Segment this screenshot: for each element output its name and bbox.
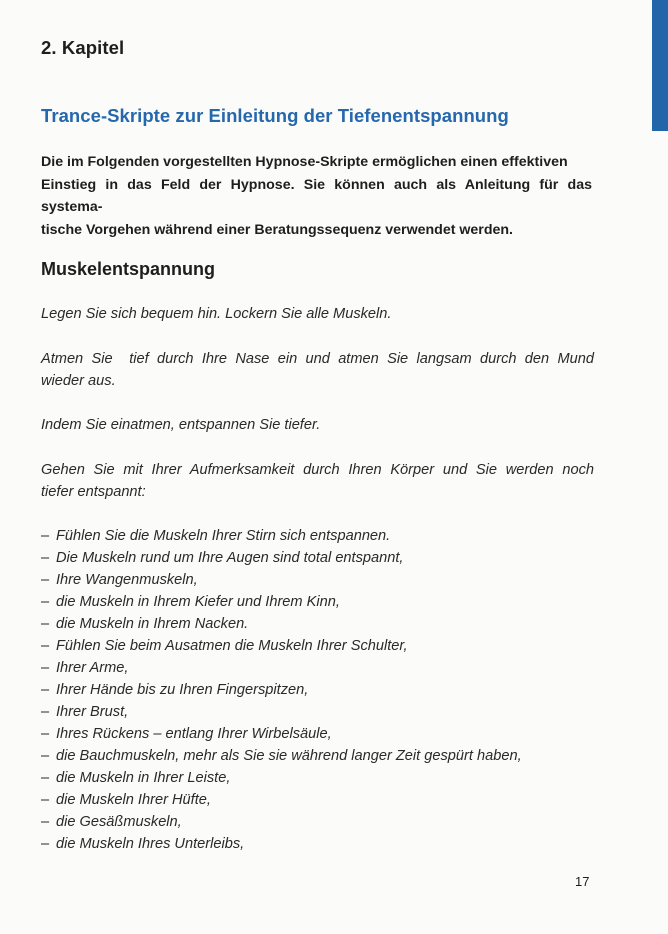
- dash-marker: –: [41, 726, 50, 742]
- dash-marker: –: [41, 682, 50, 698]
- list-item-text: Fühlen Sie die Muskeln Ihrer Stirn sich entspannen.: [56, 528, 391, 544]
- list-item-text: Ihrer Hände bis zu Ihren Fingerspitzen,: [56, 682, 309, 698]
- intro-paragraph: [41, 151, 592, 241]
- dash-marker: –: [41, 836, 50, 852]
- list-item: [41, 811, 522, 833]
- page-number: 17: [575, 874, 590, 889]
- list-item-text: die Muskeln in Ihrem Kiefer und Ihrem Kinn,: [56, 594, 340, 610]
- list-item: [41, 569, 522, 591]
- script-line: Atmen Sie tief durch Ihre Nase ein und atmen Sie langsam durch den Mund: [41, 351, 594, 367]
- intro-line: Die im Folgenden vorgestellten Hypnose-Skripte ermöglichen einen effektiven: [41, 154, 568, 170]
- intro-line: Einstieg in das Feld der Hypnose. Sie können auch als Anleitung für das systema-: [41, 176, 592, 215]
- dash-marker: –: [41, 748, 50, 764]
- list-item: [41, 701, 522, 723]
- chapter-edge-tab: [652, 0, 668, 131]
- script-paragraph: [41, 414, 594, 436]
- relaxation-list: [41, 525, 522, 855]
- script-paragraph: [41, 459, 594, 503]
- list-item: [41, 657, 522, 679]
- list-item-text: Die Muskeln rund um Ihre Augen sind total entspannt,: [56, 550, 404, 566]
- section-title: Trance-Skripte zur Einleitung der Tiefenentspannung: [41, 105, 509, 126]
- script-line: Gehen Sie mit Ihrer Aufmerksamkeit durch Ihren Körper und Sie werden noch: [41, 462, 594, 478]
- script-line: tiefer entspannt:: [41, 484, 146, 500]
- list-item-text: Ihres Rückens – entlang Ihrer Wirbelsäule,: [56, 726, 332, 742]
- list-item: [41, 679, 522, 701]
- list-item-text: die Muskeln in Ihrer Leiste,: [56, 770, 231, 786]
- list-item: [41, 789, 522, 811]
- list-item-text: Ihre Wangenmuskeln,: [56, 572, 198, 588]
- subheading: Muskelentspannung: [41, 259, 216, 279]
- dash-marker: –: [41, 528, 50, 544]
- dash-marker: –: [41, 704, 50, 720]
- list-item-text: Ihrer Arme,: [56, 660, 129, 676]
- list-item: [41, 525, 522, 547]
- list-item-text: die Muskeln Ihres Unterleibs,: [56, 836, 245, 852]
- dash-marker: –: [41, 638, 50, 654]
- dash-marker: –: [41, 814, 50, 830]
- list-item: [41, 635, 522, 657]
- dash-marker: –: [41, 550, 50, 566]
- list-item: [41, 591, 522, 613]
- dash-marker: –: [41, 792, 50, 808]
- list-item-text: die Muskeln Ihrer Hüfte,: [56, 792, 211, 808]
- list-item: [41, 745, 522, 767]
- script-paragraph: [41, 303, 594, 325]
- list-item-text: die Gesäßmuskeln,: [56, 814, 182, 830]
- list-item: [41, 547, 522, 569]
- script-paragraph: [41, 348, 594, 392]
- script-line: Indem Sie einatmen, entspannen Sie tiefer.: [41, 417, 321, 433]
- script-line: Legen Sie sich bequem hin. Lockern Sie alle Muskeln.: [41, 306, 392, 322]
- dash-marker: –: [41, 594, 50, 610]
- dash-marker: –: [41, 572, 50, 588]
- script-line: wieder aus.: [41, 373, 116, 389]
- list-item: [41, 833, 522, 855]
- list-item-text: Ihrer Brust,: [56, 704, 129, 720]
- list-item-text: die Bauchmuskeln, mehr als Sie sie während langer Zeit gespürt haben,: [56, 748, 522, 764]
- dash-marker: –: [41, 770, 50, 786]
- list-item: [41, 767, 522, 789]
- list-item: [41, 613, 522, 635]
- dash-marker: –: [41, 616, 50, 632]
- chapter-label: 2. Kapitel: [41, 37, 125, 58]
- list-item-text: die Muskeln in Ihrem Nacken.: [56, 616, 249, 632]
- list-item-text: Fühlen Sie beim Ausatmen die Muskeln Ihrer Schulter,: [56, 638, 408, 654]
- dash-marker: –: [41, 660, 50, 676]
- intro-line: tische Vorgehen während einer Beratungssequenz verwendet werden.: [41, 221, 513, 238]
- list-item: [41, 723, 522, 745]
